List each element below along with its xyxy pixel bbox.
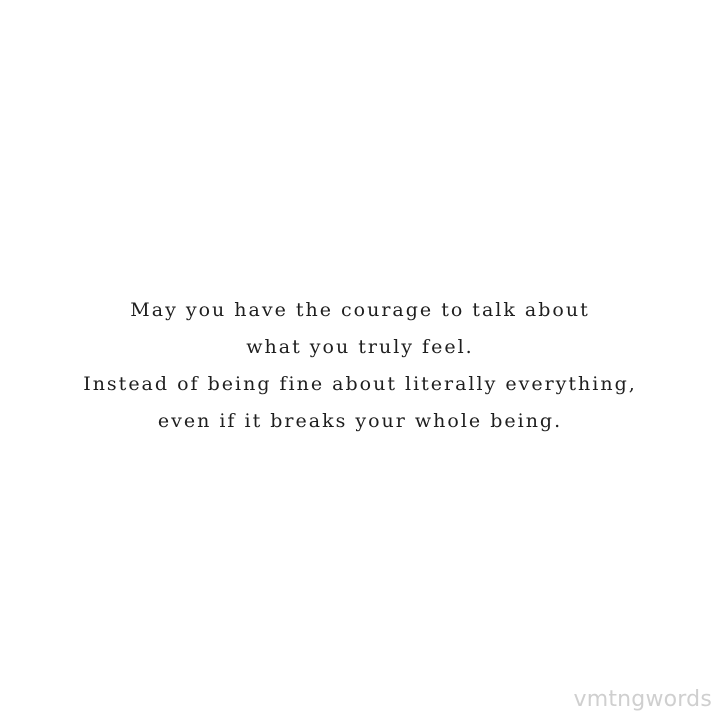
quote-line: even if it breaks your whole being.	[157, 410, 563, 432]
quote-line: Instead of being fine about literally everything,	[83, 373, 637, 395]
watermark-handle: vmtngwords	[573, 687, 712, 712]
quote-text	[0, 292, 720, 440]
quote-line: what you truly feel.	[246, 336, 474, 358]
quote-line: May you have the courage to talk about	[130, 299, 590, 321]
